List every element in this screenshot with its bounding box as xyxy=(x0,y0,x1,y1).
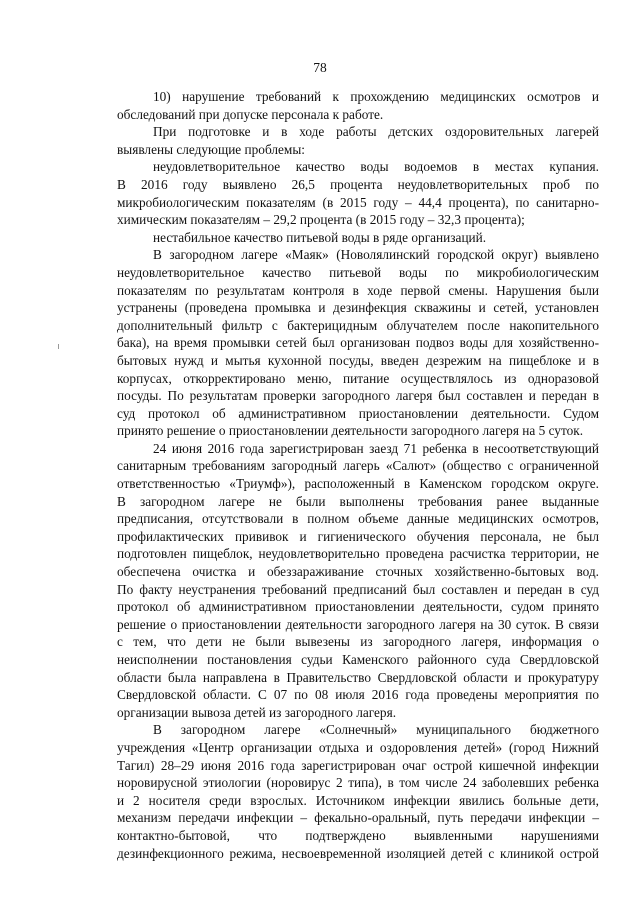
text-line: Свердловской области. С 07 по 08 июля 2016 года проведены мероприятия по xyxy=(117,687,599,703)
text-line: неудовлетворительное качество питьевой воды по микробиологическим xyxy=(117,264,599,280)
text-line: Тагил) 28–29 июня 2016 года зарегистрирован очаг острой кишечной инфекции xyxy=(117,757,599,773)
text-line: норовирусной этиологии (норовирус 2 типа), в том числе 24 заболевших ребенка xyxy=(117,775,599,791)
page-number: 78 xyxy=(313,60,327,75)
text-line: механизм передачи инфекции – фекально-оральный, путь передачи инфекции – xyxy=(117,810,599,826)
text-line: выявлены следующие проблемы: xyxy=(117,141,305,157)
text-line: организации вывоза детей из загородного лагеря. xyxy=(117,704,397,720)
text-line: В загородном лагере «Солнечный» муниципального бюджетного xyxy=(153,722,599,738)
text-line: области была направлена в Правительство Свердловской области и прокуратуру xyxy=(117,669,599,685)
text-line: В загородном лагере «Маяк» (Новолялинский городской округ) выявлено xyxy=(153,247,599,263)
text-line: нестабильное качество питьевой воды в ряде организаций. xyxy=(153,229,487,245)
text-line: бытовых нужд и мытья кухонной посуды, введен дезрежим на пищеблоке и в xyxy=(117,352,599,368)
text-line: контактно-бытовой, что подтверждено выявленными нарушениями xyxy=(117,827,599,843)
text-line: неисполнении постановления судьи Каменского районного суда Свердловской xyxy=(117,652,599,667)
text-line: дезинфекционного режима, несвоевременной изоляцией детей с клиникой острой xyxy=(117,845,599,861)
text-line: химическим показателям – 29,2 процента (в 2015 году – 32,3 процента); xyxy=(117,212,525,228)
text-line: дополнительный фильтр с бактерицидным облучателем после накопительного xyxy=(117,317,599,333)
text-line: неудовлетворительное качество воды водоемов в местах купания. xyxy=(153,159,599,175)
text-line: обследований при допуске персонала к работе. xyxy=(117,106,384,122)
text-line: 24 июня 2016 года зарегистрирован заезд 71 ребенка в несоответствующий xyxy=(153,440,599,456)
text-line: суд протокол об административном приостановлении деятельности. Судом xyxy=(117,405,599,421)
text-line: принято решение о приостановлении деятельности загородного лагеря на 5 суток. xyxy=(117,423,584,439)
text-line: и 2 носителя среди взрослых. Источником инфекции явились больные дети, xyxy=(117,792,599,808)
document-body xyxy=(117,88,599,862)
text-line: посуды. По результатам проверки загородного лагеря был составлен и передан в xyxy=(117,388,599,404)
scan-margin-mark xyxy=(58,344,59,349)
text-line: В 2016 году выявлено 26,5 процента неудовлетворительных проб по xyxy=(117,176,599,192)
text-line: ответственностью «Триумф»), расположенный в Каменском городском округе. xyxy=(117,476,599,492)
text-line: учреждения «Центр организации отдыха и оздоровления детей» (город Нижний xyxy=(117,739,599,755)
text-line: обеспечена очистка и обеззараживание сточных хозяйственно-бытовых вод. xyxy=(117,564,599,580)
text-line: При подготовке и в ходе работы детских оздоровительных лагерей xyxy=(153,124,599,140)
text-line: бака), на время промывки сетей был организован подвоз воды для хозяйственно- xyxy=(117,335,599,351)
text-line: санитарным требованиям загородный лагерь «Салют» (общество с ограниченной xyxy=(117,458,599,474)
text-line: с тем, что дети не были вывезены из загородного лагеря, информация о xyxy=(117,634,599,650)
text-line: подготовлен пищеблок, неудовлетворительно проведена расчистка территории, не xyxy=(117,546,599,562)
text-line: микробиологическим показателям (в 2015 году – 44,4 процента), по санитарно- xyxy=(117,194,599,210)
text-line: устранены (проведена промывка и дезинфекция скважины и сетей, установлен xyxy=(117,300,599,316)
text-line: По факту неустранения требований предписаний был составлен и передан в суд xyxy=(117,581,599,597)
text-line: протокол об административном приостановлении деятельности, судом принято xyxy=(117,599,599,615)
text-line: корпусах, откорректировано меню, питание осуществлялось из одноразовой xyxy=(117,370,599,386)
text-line: 10) нарушение требований к прохождению медицинских осмотров и xyxy=(153,89,599,104)
text-line: профилактических прививок и гигиенического обучения персонала, не был xyxy=(117,528,599,544)
text-line: решение о приостановлении деятельности загородного лагеря на 30 суток. В связи xyxy=(117,616,599,632)
text-line: предписания, отсутствовали в полном объеме данные медицинских осмотров, xyxy=(117,511,599,527)
text-line: показателям по результатам контроля в ходе первой смены. Нарушения были xyxy=(117,282,599,298)
text-line: В загородном лагере не были выполнены требования ранее выданные xyxy=(117,493,599,509)
